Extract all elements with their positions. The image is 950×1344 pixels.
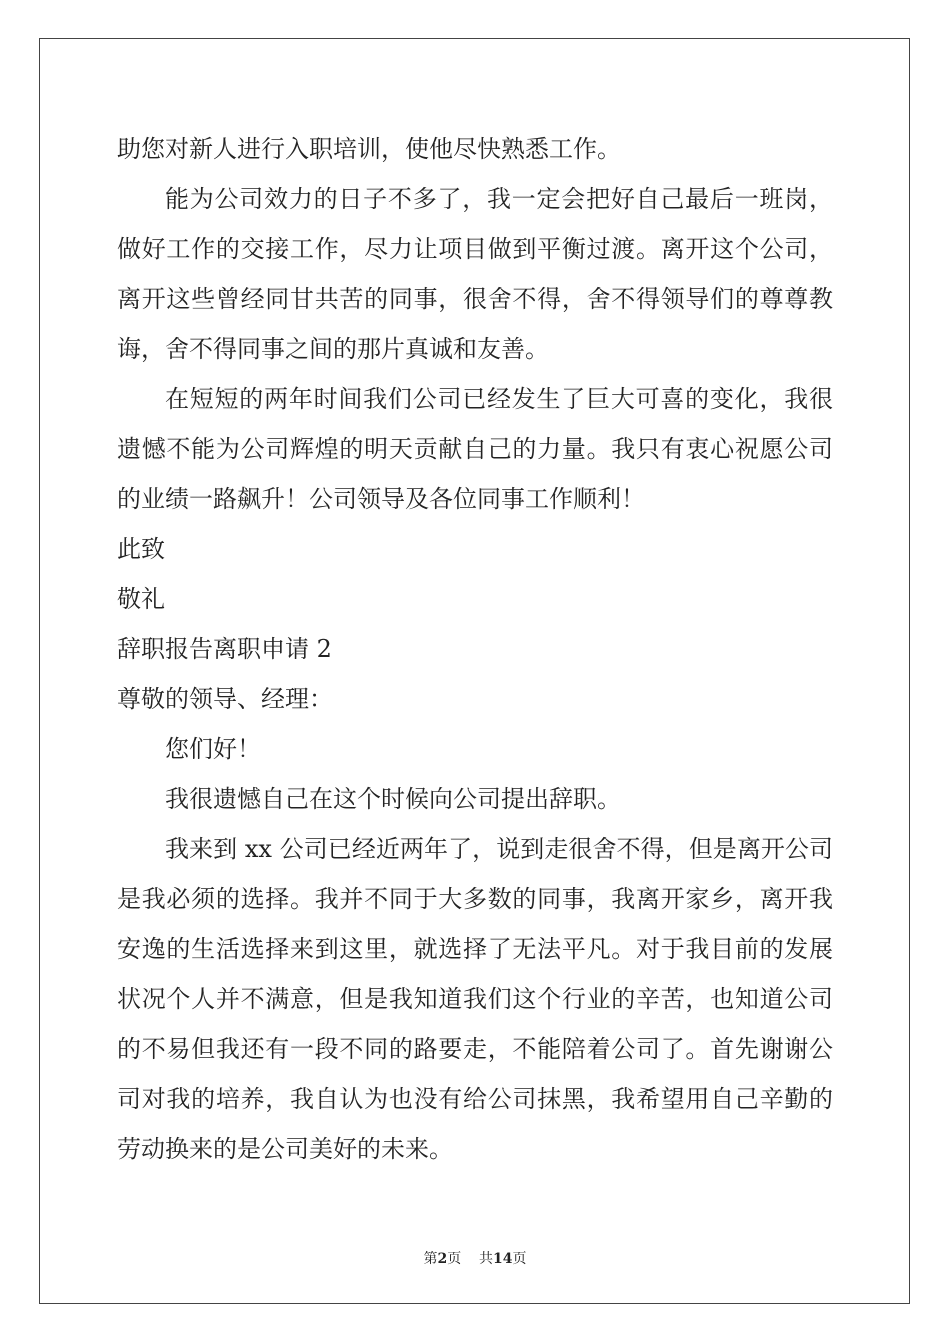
document-body (117, 124, 833, 1174)
paragraph-3: 在短短的两年时间我们公司已经发生了巨大可喜的变化，我很遗憾不能为公司辉煌的明天贡献自己的力量。我只有衷心祝愿公司的业绩一路飙升！公司领导及各位同事工作顺利！ (117, 385, 833, 513)
greeting: 您们好！ (165, 735, 261, 763)
footer-suffix: 页 (512, 1251, 527, 1267)
page-footer (0, 1248, 950, 1268)
paragraph-5: 我来到 xx 公司已经近两年了，说到走很舍不得，但是离开公司是我必须的选择。我并不同于大多数的同事，我离开家乡，离开我安逸的生活选择来到这里，就选择了无法平凡。对于我目前的发展状况个人并不满意，但是我知道我们这个行业的辛苦，也知道公司的不易但我还有一段不同的路要走，不能陪着公司了。首先谢谢公司对我的培养，我自认为也没有给公司抹黑，我希望用自己辛勤的劳动换来的是公司美好的未来。 (117, 835, 833, 1163)
total-page-count: 14 (493, 1251, 513, 1267)
paragraph-2: 能为公司效力的日子不多了，我一定会把好自己最后一班岗，做好工作的交接工作，尽力让项目做到平衡过渡。离开这个公司，离开这些曾经同甘共苦的同事，很舍不得，舍不得领导们的尊尊教诲，舍不得同事之间的那片真诚和友善。 (117, 185, 833, 363)
paragraph-4: 我很遗憾自己在这个时候向公司提出辞职。 (165, 785, 621, 813)
current-page-number: 2 (437, 1251, 448, 1267)
footer-prefix: 第 (423, 1251, 438, 1267)
footer-mid: 页 共 (447, 1251, 494, 1267)
paragraph-1: 助您对新人进行入职培训，使他尽快熟悉工作。 (117, 135, 621, 163)
salutation: 尊敬的领导、经理： (117, 685, 333, 713)
closing-line-2: 敬礼 (117, 585, 165, 613)
section-title: 辞职报告离职申请 2 (117, 635, 332, 663)
closing-line-1: 此致 (117, 535, 165, 563)
